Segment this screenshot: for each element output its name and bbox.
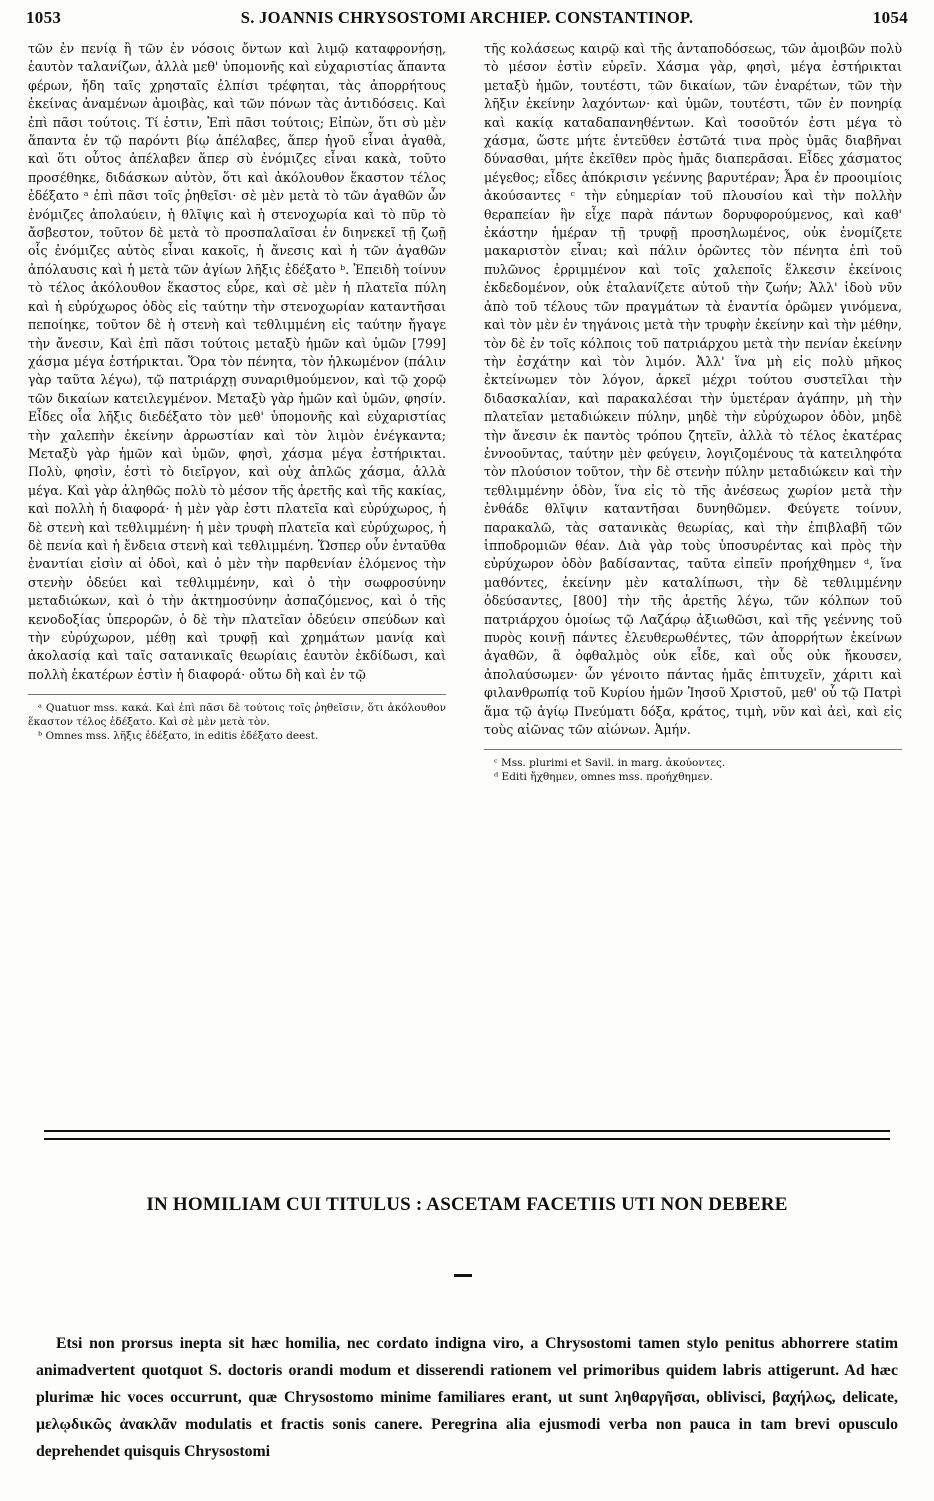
footnote-a: ᵃ Quatuor mss. κακά. Καὶ ἐπὶ πᾶσι δὲ τούτοις τοῖς ῥηθεῖσιν, ὅτι ἀκόλουθον ἕκαστον τέλος ἐδέξατο. Καὶ σὲ μὲν μετὰ τὸν. [28,702,446,729]
right-column [484,40,902,784]
footnote-b: ᵇ Omnes mss. λῆξις ἐδέξατο, in editis ἐδέξατο deest. [38,730,319,743]
footnote-d: ᵈ Editi ἤχθημεν, omnes mss. προήχθημεν. [494,771,713,784]
left-column-text: τῶν ἐν πενίᾳ ἢ τῶν ἐν νόσοις ὄντων καὶ λιμῷ καταφρονήσῃ, ἑαυτὸν ταλανίζων, ἀλλὰ μεθ' ὑπομονῆς καὶ εὐχαριστίας ἅπαντα φέρων, ἤδη ταῖς χρησταῖς ἐλπίσι τρέφηται, τὰς ἀπορρήτους ἐκείνας ἀναμένων ἀμοιβὰς, καὶ τῶν πόνων τὰς ἀντιδόσεις. Καὶ ἐπὶ πᾶσι τούτοις. Τί ἐστιν, Ἐπὶ πᾶσι τούτοις; Εἰπὼν, ὅτι σὺ μὲν ἅπαντα ἐν τῷ παρόντι βίῳ ἀπέλαβες, ἅπερ ἡγοῦ εἶναι ἀγαθὰ, καὶ ὅτι οὗτος ἀπέλαβεν ἅπερ σὺ ἐνόμιζες εἶναι κακὰ, τοῦτο προσέθηκε, διδάσκων αὐτὸν, ὅτι καὶ ἀκόλουθον ἕκαστον τέλος ἐδέξατο ᵃ ἐπὶ πᾶσι τοῖς ῥηθεῖσι· σὲ μὲν μετὰ τὸ τῶν ἀγαθῶν ὧν ἐνόμιζες ἀπολαύειν, ἡ θλῖψις καὶ ἡ στενοχωρία καὶ τὸ πῦρ τὸ ἄσβεστον, τοῦτον δὲ μετὰ τὸ προσπαλαῖσαι ἐν διηνεκεῖ τῇ ζωῇ οἷς ἐνόμιζες αὐτὸς εἶναι κακοῖς, ἡ ἄνεσις καὶ ἡ τῶν ἀγαθῶν ἀπόλαυσις καὶ ἡ μετὰ τῶν ἁγίων λῆξις ἐδέξατο ᵇ. Ἐπειδὴ τοίνυν τὸ τέλος ἀκόλουθον ἕκαστος εὗρε, καὶ σὲ μὲν ἡ πλατεῖα πύλη καὶ ἡ εὐρύχωρος ὁδὸς εἰς ταύτην τὴν στενοχωρίαν καταντῆσαι πεποίηκε, τοῦτον δὲ ἡ στενὴ καὶ τεθλιμμένη εἰς ταύτην ἤγαγε τὴν ἄνεσιν, Καὶ ἐπὶ πᾶσι τούτοις μεταξὺ ἡμῶν καὶ ὑμῶν [799] χάσμα μέγα ἐστήρικται. Ὅρα τὸν πένητα, τὸν ἡλκωμένον (πάλιν γὰρ ταῦτα λέγω), τῷ πατριάρχῃ συναριθμούμενον, καὶ τῷ χορῷ τῶν δικαίων κατειλεγμένον. Μεταξὺ γὰρ ἡμῶν καὶ ὑμῶν, φησίν. Εἶδες οἷα λῆξις διεδέξατο τὸν μεθ' ὑπομονῆς καὶ εὐχαριστίας τὴν χαλεπὴν ἐκείνην ἀρρωστίαν καὶ τὸν λιμὸν ἐνέγκαντα; Μεταξὺ γὰρ ἡμῶν καὶ ὑμῶν, φησὶ, χάσμα μέγα ἐστήρικται. Πολὺ, φησὶν, ἐστὶ τὸ διεῖργον, καὶ οὐχ ἁπλῶς χάσμα, ἀλλὰ μέγα. Καὶ γὰρ ἀληθῶς πολὺ τὸ μέσον τῆς ἀρετῆς καὶ τῆς κακίας, καὶ πολλὴ ἡ διαφορά· ἡ μὲν γὰρ ἐστι πλατεῖα καὶ εὐρύχωρος, ἡ δὲ στενὴ καὶ τεθλιμμένη· ἡ μὲν τρυφὴ πλατεῖα καὶ εὐρύχωρος, ἡ δὲ πενία καὶ ἡ ἔνδεια στενὴ καὶ τεθλιμμένη. Ὥσπερ οὖν ἐνταῦθα ἐναντίαι εἰσὶν αἱ ὁδοὶ, καὶ ὁ μὲν τὴν παρθενίαν ἑλόμενος τὴν στενὴν ὁδεύει καὶ τεθλιμμένην, καὶ ὁ τὴν σωφροσύνην μεταδιώκων, καὶ ὁ τὴν ἀκτημοσύνην ἀσπαζόμενος, καὶ ὁ τῆς κενοδοξίας ὑπερορῶν, ὁ δὲ τὴν πλατεῖαν ὁδεύειν σπεύδων καὶ τὴν εὐρύχωρον, μέθῃ καὶ τρυφῇ καὶ χρημάτων μανίᾳ καὶ ἀκολασίᾳ καὶ ταῖς σατανικαῖς θεωρίαις ἑαυτὸν ἐκδίδωσι, καὶ πολλὴ ἑκατέρων ἐστὶν ἡ διαφορά· οὕτω δὴ καὶ ἐν τῷ [28,41,446,682]
right-footnotes [484,749,902,784]
homily-intro: Etsi non prorsus inepta sit hæc homilia, nec cordato indigna viro, a Chrysostomi tamen stylo penitus abhorrere statim animadvertent quotquot S. doctoris orandi modum et disserendi rationem vel primoribus quidem labris attigerunt. Ad hæc plurimæ hic voces occurrunt, quæ Chrysostomo minime familiares erant, ut sunt ληθαργῆσαι, oblivisci, βαχήλως, delicate, μελῳδικῶς ἀνακλᾶν modulatis et fractis sonis canere. Peregrina alia ejusmodi verba non pauca in tam brevi opusculo deprehendet quisquis Chrysostomi [36,1335,898,1460]
section-divider [44,1130,890,1140]
running-head [26,8,908,28]
title-dash [454,1274,472,1277]
footnote-c: ᶜ Mss. plurimi et Savil. in marg. ἀκούοντες. [494,757,726,770]
homily-title: IN HOMILIAM CUI TITULUS : ASCETAM FACETIIS UTI NON DEBERE [146,1194,788,1215]
running-title: S. JOANNIS CHRYSOSTOMI ARCHIEP. CONSTANTINOP. [240,8,694,27]
left-column [28,40,446,743]
right-page-number: 1054 [872,8,908,27]
right-column-text: τῆς κολάσεως καιρῷ καὶ τῆς ἀνταποδόσεως, τῶν ἀμοιβῶν πολὺ τὸ μέσον ἐστὶν εὑρεῖν. Χάσμα γὰρ, φησὶ, μέγα ἐστήρικται μεταξὺ ἡμῶν, τουτέστι, τῶν δικαίων, τῶν ἐναρέτων, τῶν τὴν λῆξιν ἐκείνην λαχόντων· καὶ ὑμῶν, τουτέστι, τῶν ἐν πονηρίᾳ καὶ κακίᾳ καταδαπανηθέντων. Καὶ τοσοῦτόν ἐστι μέγα τὸ χάσμα, ὥστε μήτε ἐντεῦθεν ἐστῶτά τινα πρὸς ὑμᾶς διαβῆναι δύνασθαι, μήτε ἐκεῖθεν πρὸς ἡμᾶς διαπερᾶσαι. Εἶδες χάσματος μέγεθος; εἶδες ἀπόκρισιν γεέννης βαρυτέραν; Ἆρα ἐν προοιμίοις ἀκούσαντες ᶜ τὴν εὐημερίαν τοῦ πλουσίου καὶ τὴν πολλὴν θεραπείαν ἣν εἶχε παρὰ πάντων δορυφορούμενος, καὶ καθ' ἑκάστην ἡμέραν τῇ τρυφῇ προσηλωμένος, οὐκ ἐνομίζετε μακαριστὸν εἶναι; καὶ πάλιν ὁρῶντες τὸν πένητα ἐπὶ τοῦ πυλῶνος ἐρριμμένον καὶ τοῖς χαλεποῖς ἕλκεσιν ἐκείνοις ἐκδεδομένον, οὐκ ἐταλανίζετε αὐτοῦ τὴν ζωήν; Ἀλλ' ἰδοὺ νῦν ἀπὸ τοῦ τέλους τῶν πραγμάτων τὰ ἐναντία ὁρῶμεν γινόμενα, καὶ τὸν μὲν ἐν τηγάνοις μετὰ τὴν τρυφὴν ἐκείνην καὶ τὴν μέθην, τὸν δὲ ἐν τοῖς κόλποις τοῦ πατριάρχου μετὰ τὴν πενίαν ἐκείνην τὴν ἐσχάτην καὶ τὸν λιμόν. Ἀλλ' ἵνα μὴ εἰς πολὺ μῆκος ἐκτείνωμεν τὸν λόγον, ἀρκεῖ μέχρι τούτου συστεῖλαι τὴν διδασκαλίαν, καὶ παρακαλέσαι τὴν ὑμετέραν ἀγάπην, μὴ τὴν πλατεῖαν μεταδιώκειν πύλην, μηδὲ τὴν εὐρύχωρον ὁδὸν, μηδὲ τὴν ἄνεσιν ἐκ παντὸς τρόπου ζητεῖν, ἀλλὰ τὸ τέλος ἑκατέρας ἐννοοῦντας, ταύτην μὲν φεύγειν, λογιζομένους τὰ κατειληφότα τὸν πλούσιον τοῦτον, τὴν δὲ στενὴν πύλην μεταδιώκειν καὶ τὴν τεθλιμμένην ὁδὸν, ἵνα εἰς τὸ τῆς ἀνέσεως χωρίον μετὰ τὴν ἐνθάδε θλῖψιν καταντῆσαι δυνηθῶμεν. Φεύγετε τοίνυν, παρακαλῶ, τὰς σατανικὰς θεωρίας, καὶ τὴν ἐπιβλαβῆ τῶν ἱπποδρομιῶν θέαν. Διὰ γὰρ τοὺς ὑποσυρέντας καὶ πρὸς τὴν εὐρύχωρον ὁδὸν βαδίσαντας, ταῦτα εἰπεῖν προήχθημεν ᵈ, ἵνα μαθόντες, ἐκείνην μὲν καταλίπωσι, τὴν δὲ τεθλιμμένην ὁδεύσαντες, [800] τὴν τῆς ἀρετῆς λέγω, τῶν κόλπων τοῦ πατριάρχου ὁμοίως τῷ Λαζάρῳ ἀξιωθῶσι, καὶ τῆς γεέννης τοῦ πυρὸς κοινῇ πάντες ἐλευθερωθέντες, τῶν ἀπορρήτων ἐκείνων ἀγαθῶν, ἃ ὀφθαλμὸς οὐκ εἶδε, καὶ οὖς οὐκ ἤκουσεν, ἀπολαύσωμεν· ὧν γένοιτο πάντας ἡμᾶς ἐπιτυχεῖν, χάριτι καὶ φιλανθρωπίᾳ τοῦ Κυρίου ἡμῶν Ἰησοῦ Χριστοῦ, μεθ' οὗ τῷ Πατρὶ ἅμα τῷ ἁγίῳ Πνεύματι δόξα, κράτος, τιμὴ, νῦν καὶ ἀεὶ, καὶ εἰς τοὺς αἰῶνας τῶν αἰώνων. Ἀμήν. [484,41,902,738]
left-footnotes [28,694,446,743]
left-page-number: 1053 [26,8,62,27]
